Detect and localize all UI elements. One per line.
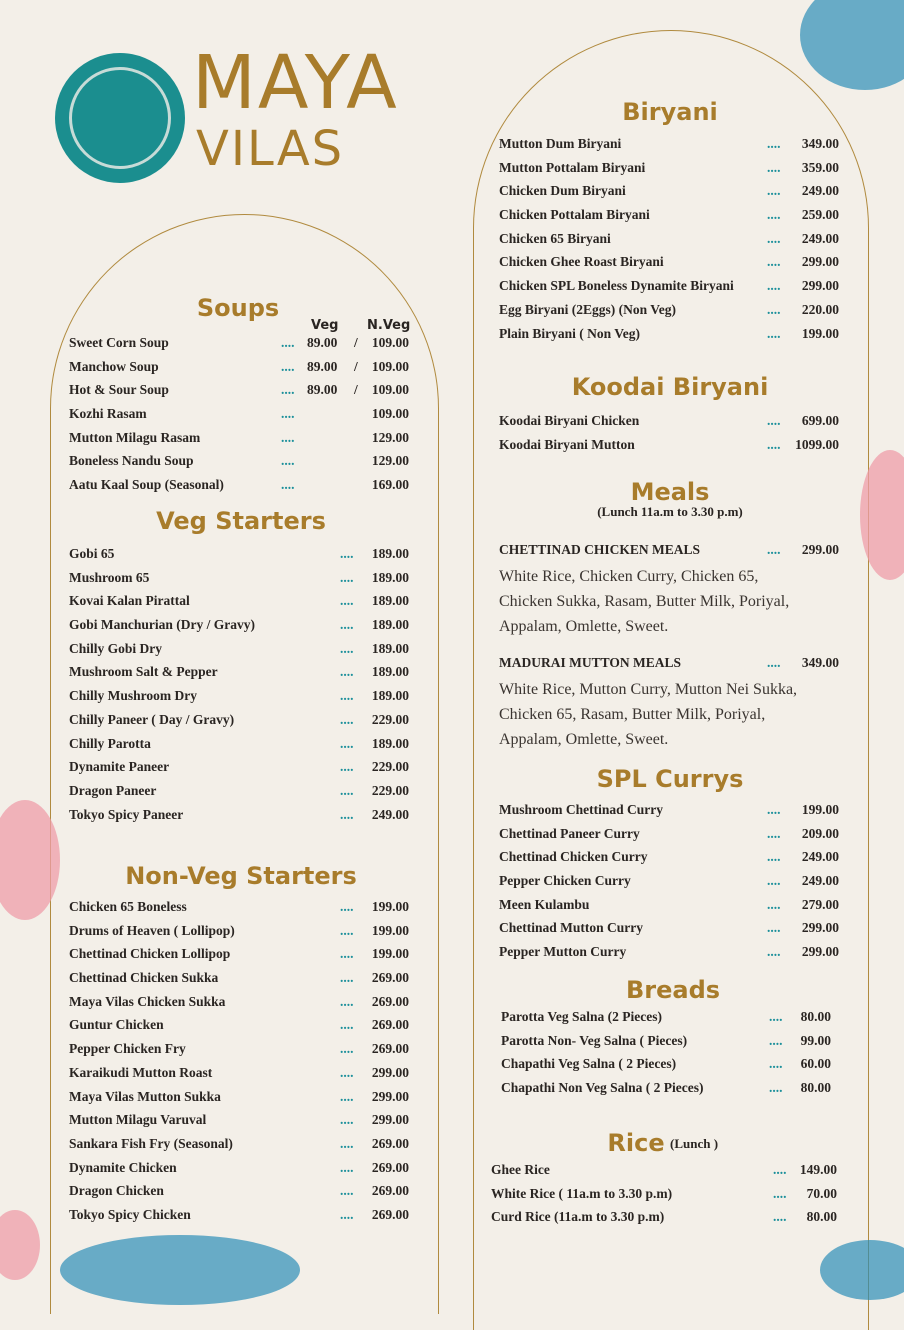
menu-item — [69, 664, 409, 688]
item-price: 189.00 — [371, 640, 409, 656]
dot-leader: .... — [340, 593, 354, 609]
dot-leader: .... — [767, 254, 781, 270]
dot-leader: .... — [340, 688, 354, 704]
item-price: 249.00 — [801, 849, 839, 865]
item-name: Karaikudi Mutton Roast — [69, 1064, 213, 1080]
meal-price: 349.00 — [801, 655, 839, 670]
menu-item — [69, 712, 409, 736]
menu-item — [69, 359, 409, 383]
item-price: 60.00 — [800, 1056, 831, 1072]
dot-leader: .... — [769, 1032, 783, 1048]
item-name: Sankara Fish Fry (Seasonal) — [69, 1135, 233, 1151]
item-price: 269.00 — [371, 1159, 409, 1175]
dot-leader: .... — [767, 436, 781, 452]
item-name: Pepper Chicken Curry — [499, 873, 631, 889]
dot-leader: .... — [767, 207, 781, 223]
item-price: 169.00 — [371, 477, 409, 493]
section-title-spl-currys: SPL Currys — [596, 765, 744, 793]
brand-name-bottom: VILAS — [196, 121, 345, 177]
item-price: 249.00 — [801, 230, 839, 246]
dot-leader: .... — [340, 664, 354, 680]
item-name: Aatu Kaal Soup (Seasonal) — [69, 477, 224, 493]
rice-list — [491, 1162, 837, 1233]
column-header-nonveg: N.Veg — [367, 318, 411, 333]
item-name: Maya Vilas Chicken Sukka — [69, 993, 226, 1009]
dot-leader: .... — [281, 477, 295, 493]
item-name: Meen Kulambu — [499, 896, 590, 912]
dot-leader: .... — [281, 382, 295, 398]
dot-leader: .... — [767, 542, 781, 557]
item-name: Sweet Corn Soup — [69, 335, 169, 350]
veg-price: 89.00 — [307, 335, 338, 350]
item-price: 199.00 — [801, 325, 839, 341]
menu-item — [69, 923, 409, 947]
meals-timing: (Lunch 11a.m to 3.30 p.m) — [597, 504, 743, 519]
item-name: Maya Vilas Mutton Sukka — [69, 1088, 221, 1104]
item-name: Chilly Mushroom Dry — [69, 688, 198, 704]
menu-item — [499, 183, 839, 207]
item-price: 199.00 — [801, 802, 839, 817]
menu-item — [499, 437, 839, 461]
item-price: 299.00 — [801, 254, 839, 270]
item-name: Drums of Heaven ( Lollipop) — [69, 922, 235, 938]
item-name: Chilly Paneer ( Day / Gravy) — [69, 711, 235, 727]
menu-item — [69, 546, 409, 570]
dot-leader: .... — [340, 993, 354, 1009]
section-title-nonveg-starters: Non-Veg Starters — [125, 862, 357, 890]
dot-leader: .... — [340, 1183, 354, 1199]
item-name: Mushroom Chettinad Curry — [499, 802, 664, 817]
peacock-feather-decoration — [60, 1235, 300, 1305]
item-price: 349.00 — [801, 136, 839, 151]
item-name: Dragon Chicken — [69, 1183, 164, 1199]
item-price: 199.00 — [371, 922, 409, 938]
item-name: Koodai Biryani Mutton — [499, 436, 635, 452]
menu-item — [499, 849, 839, 873]
dot-leader: .... — [767, 278, 781, 294]
menu-item — [69, 1041, 409, 1065]
item-name: Hot & Sour Soup — [69, 382, 169, 398]
dot-leader: .... — [281, 453, 295, 469]
veg-price: 89.00 — [307, 382, 338, 398]
item-name: Chettinad Chicken Curry — [499, 849, 648, 865]
item-price: 269.00 — [371, 1183, 409, 1199]
dot-leader: .... — [340, 1064, 354, 1080]
menu-item — [69, 406, 409, 430]
menu-item — [69, 1160, 409, 1184]
dot-leader: .... — [281, 406, 295, 422]
meal-item — [499, 542, 839, 566]
menu-item — [69, 335, 409, 359]
item-name: Tokyo Spicy Chicken — [69, 1206, 191, 1222]
menu-item — [69, 1065, 409, 1089]
item-price: 109.00 — [371, 358, 409, 374]
item-price: 199.00 — [371, 946, 409, 962]
item-price: 109.00 — [371, 335, 409, 350]
menu-item — [499, 231, 839, 255]
dot-leader: .... — [340, 759, 354, 775]
item-price: 109.00 — [371, 382, 409, 398]
menu-item — [69, 477, 409, 501]
item-name: Chicken Dum Biryani — [499, 183, 626, 199]
menu-item — [69, 641, 409, 665]
item-name: Chapathi Non Veg Salna ( 2 Pieces) — [501, 1080, 704, 1096]
dot-leader: .... — [767, 849, 781, 865]
item-name: Guntur Chicken — [69, 1017, 164, 1033]
dot-leader: .... — [281, 358, 295, 374]
menu-item — [501, 1080, 831, 1104]
item-price: 259.00 — [801, 207, 839, 223]
menu-item — [69, 1136, 409, 1160]
dot-leader: .... — [340, 711, 354, 727]
dot-leader: .... — [767, 896, 781, 912]
item-price: 269.00 — [371, 1206, 409, 1222]
item-price: 269.00 — [371, 1041, 409, 1057]
menu-item — [491, 1162, 837, 1186]
item-price: 249.00 — [371, 806, 409, 822]
item-price: 189.00 — [371, 569, 409, 585]
dot-leader: .... — [767, 136, 781, 151]
item-name: Mutton Milagu Rasam — [69, 429, 201, 445]
dot-leader: .... — [773, 1209, 787, 1225]
menu-item — [499, 802, 839, 826]
dot-leader: .... — [340, 546, 354, 561]
item-name: Dragon Paneer — [69, 782, 157, 798]
item-name: Tokyo Spicy Paneer — [69, 806, 184, 822]
item-price: 249.00 — [801, 873, 839, 889]
item-price: 189.00 — [371, 617, 409, 633]
item-price: 109.00 — [371, 406, 409, 422]
menu-item — [499, 873, 839, 897]
menu-item — [69, 899, 409, 923]
meal-price: 299.00 — [801, 542, 839, 557]
item-price: 1099.00 — [795, 436, 839, 452]
item-price: 229.00 — [371, 711, 409, 727]
menu-item — [69, 570, 409, 594]
item-price: 70.00 — [806, 1185, 837, 1201]
item-price: 129.00 — [371, 429, 409, 445]
menu-item — [69, 970, 409, 994]
item-name: Mutton Milagu Varuval — [69, 1112, 207, 1128]
menu-item — [499, 278, 839, 302]
item-price: 189.00 — [371, 593, 409, 609]
menu-item — [499, 920, 839, 944]
item-name: Boneless Nandu Soup — [69, 453, 194, 469]
dot-leader: .... — [767, 325, 781, 341]
menu-item — [69, 1017, 409, 1041]
item-price: 299.00 — [371, 1064, 409, 1080]
dot-leader: .... — [767, 230, 781, 246]
item-name: Chettinad Paneer Curry — [499, 825, 640, 841]
item-name: Dynamite Paneer — [69, 759, 170, 775]
menu-item — [69, 593, 409, 617]
dot-leader: .... — [340, 899, 354, 914]
dot-leader: .... — [340, 640, 354, 656]
item-name: Chilly Parotta — [69, 735, 151, 751]
biryani-list — [499, 136, 839, 349]
item-price: 149.00 — [799, 1162, 837, 1177]
menu-item — [69, 736, 409, 760]
item-price: 229.00 — [371, 782, 409, 798]
section-title-biryani: Biryani — [622, 98, 718, 126]
item-name: Mutton Pottalam Biryani — [499, 159, 646, 175]
item-name: Parotta Non- Veg Salna ( Pieces) — [501, 1032, 688, 1048]
item-name: Curd Rice (11a.m to 3.30 p.m) — [491, 1209, 665, 1225]
item-name: Chilly Gobi Dry — [69, 640, 163, 656]
item-price: 249.00 — [801, 183, 839, 199]
meal-item — [499, 655, 839, 679]
menu-item — [499, 160, 839, 184]
item-price: 80.00 — [800, 1080, 831, 1096]
lotus-flower-decoration — [0, 1210, 40, 1280]
item-name: Chicken Ghee Roast Biryani — [499, 254, 664, 270]
menu-item — [69, 807, 409, 831]
dot-leader: .... — [340, 970, 354, 986]
item-price: 299.00 — [371, 1088, 409, 1104]
dot-leader: .... — [340, 569, 354, 585]
menu-item — [69, 1183, 409, 1207]
section-title-soups: Soups — [196, 294, 280, 322]
item-name: Chettinad Mutton Curry — [499, 920, 643, 936]
item-price: 299.00 — [801, 944, 839, 960]
item-name: Mushroom Salt & Pepper — [69, 664, 218, 680]
menu-item — [69, 382, 409, 406]
menu-item — [499, 326, 839, 350]
item-price: 129.00 — [371, 453, 409, 469]
item-name: Gobi 65 — [69, 546, 115, 561]
price-separator: / — [354, 382, 358, 398]
item-price: 359.00 — [801, 159, 839, 175]
dot-leader: .... — [773, 1162, 787, 1177]
item-name: Chicken Pottalam Biryani — [499, 207, 650, 223]
menu-item — [501, 1056, 831, 1080]
item-price: 189.00 — [371, 688, 409, 704]
item-name: Chapathi Veg Salna ( 2 Pieces) — [501, 1056, 677, 1072]
item-name: Dynamite Chicken — [69, 1159, 177, 1175]
menu-item — [499, 302, 839, 326]
dot-leader: .... — [767, 183, 781, 199]
menu-item — [69, 1207, 409, 1231]
dot-leader: .... — [340, 1088, 354, 1104]
dot-leader: .... — [340, 1112, 354, 1128]
menu-item — [499, 413, 839, 437]
section-title-rice: Rice — [607, 1129, 665, 1157]
item-price: 299.00 — [801, 278, 839, 294]
item-name: Plain Biryani ( Non Veg) — [499, 325, 641, 341]
dot-leader: .... — [340, 1135, 354, 1151]
soups-list — [69, 335, 409, 501]
dot-leader: .... — [767, 873, 781, 889]
nonveg-starters-list — [69, 899, 409, 1231]
spl-currys-list — [499, 802, 839, 968]
item-price: 269.00 — [371, 1135, 409, 1151]
dot-leader: .... — [767, 802, 781, 817]
dot-leader: .... — [340, 1159, 354, 1175]
meal-description: White Rice, Mutton Curry, Mutton Nei Sukka, Chicken 65, Rasam, Butter Milk, Poriyal, Appalam, Omlette, Sweet. — [499, 681, 798, 748]
item-price: 189.00 — [371, 546, 409, 561]
item-price: 229.00 — [371, 759, 409, 775]
item-price: 80.00 — [806, 1209, 837, 1225]
dot-leader: .... — [340, 922, 354, 938]
section-title-breads: Breads — [625, 976, 721, 1004]
meal-name: MADURAI MUTTON MEALS — [499, 655, 682, 670]
dot-leader: .... — [767, 301, 781, 317]
item-price: 269.00 — [371, 1017, 409, 1033]
item-price: 269.00 — [371, 993, 409, 1009]
item-price: 189.00 — [371, 735, 409, 751]
dot-leader: .... — [769, 1009, 783, 1024]
item-name: Kovai Kalan Pirattal — [69, 593, 190, 609]
menu-item — [499, 136, 839, 160]
item-price: 269.00 — [371, 970, 409, 986]
dot-leader: .... — [340, 1041, 354, 1057]
dot-leader: .... — [769, 1056, 783, 1072]
menu-item — [499, 944, 839, 968]
item-name: Mushroom 65 — [69, 569, 150, 585]
meal-name: CHETTINAD CHICKEN MEALS — [499, 542, 701, 557]
item-name: Gobi Manchurian (Dry / Gravy) — [69, 617, 255, 633]
dot-leader: .... — [767, 944, 781, 960]
menu-item — [499, 254, 839, 278]
item-price: 279.00 — [801, 896, 839, 912]
dot-leader: .... — [767, 920, 781, 936]
item-price: 299.00 — [801, 920, 839, 936]
item-price: 80.00 — [800, 1009, 831, 1024]
veg-price: 89.00 — [307, 358, 338, 374]
menu-item — [69, 430, 409, 454]
column-header-veg: Veg — [311, 318, 339, 333]
item-name: Mutton Dum Biryani — [499, 136, 622, 151]
section-title-koodai-biryani: Koodai Biryani — [571, 373, 769, 401]
item-name: Chicken SPL Boneless Dynamite Biryani — [499, 278, 734, 294]
menu-item — [69, 994, 409, 1018]
dot-leader: .... — [767, 413, 781, 428]
dot-leader: .... — [769, 1080, 783, 1096]
item-name: Manchow Soup — [69, 358, 159, 374]
dot-leader: .... — [340, 946, 354, 962]
dot-leader: .... — [340, 782, 354, 798]
dot-leader: .... — [281, 335, 295, 350]
item-price: 299.00 — [371, 1112, 409, 1128]
item-name: Pepper Mutton Curry — [499, 944, 627, 960]
item-price: 209.00 — [801, 825, 839, 841]
dot-leader: .... — [340, 735, 354, 751]
item-name: White Rice ( 11a.m to 3.30 p.m) — [491, 1185, 673, 1201]
menu-item — [491, 1186, 837, 1210]
menu-item — [69, 759, 409, 783]
menu-item — [69, 946, 409, 970]
menu-item — [69, 688, 409, 712]
item-price: 199.00 — [371, 899, 409, 914]
item-name: Pepper Chicken Fry — [69, 1041, 186, 1057]
meal-description: White Rice, Chicken Curry, Chicken 65, Chicken Sukka, Rasam, Butter Milk, Poriyal, Appalam, Omlette, Sweet. — [499, 568, 790, 635]
dot-leader: .... — [340, 1206, 354, 1222]
section-title-meals: Meals — [630, 478, 710, 506]
item-price: 220.00 — [801, 301, 839, 317]
peacock-logo-icon — [55, 53, 185, 183]
menu-item — [69, 1089, 409, 1113]
peacock-feather-decoration — [800, 0, 904, 90]
dot-leader: .... — [767, 159, 781, 175]
koodai-biryani-list — [499, 413, 839, 460]
price-separator: / — [354, 335, 358, 350]
dot-leader: .... — [767, 655, 781, 670]
menu-item — [491, 1209, 837, 1233]
dot-leader: .... — [281, 429, 295, 445]
menu-item — [69, 453, 409, 477]
menu-item — [69, 783, 409, 807]
menu-item — [501, 1009, 831, 1033]
item-price: 189.00 — [371, 664, 409, 680]
menu-item — [69, 617, 409, 641]
menu-item — [499, 207, 839, 231]
breads-list — [501, 1009, 831, 1104]
item-name: Chicken 65 Boneless — [69, 899, 187, 914]
item-name: Egg Biryani (2Eggs) (Non Veg) — [499, 301, 677, 317]
menu-item — [69, 1112, 409, 1136]
menu-item — [499, 897, 839, 921]
item-name: Chettinad Chicken Sukka — [69, 970, 219, 986]
item-name: Chettinad Chicken Lollipop — [69, 946, 231, 962]
menu-item — [499, 826, 839, 850]
dot-leader: .... — [340, 617, 354, 633]
brand-name-top: MAYA — [192, 40, 399, 126]
item-name: Ghee Rice — [491, 1162, 550, 1177]
section-title-veg-starters: Veg Starters — [156, 507, 326, 535]
price-separator: / — [354, 358, 358, 374]
dot-leader: .... — [773, 1185, 787, 1201]
item-name: Kozhi Rasam — [69, 406, 147, 422]
dot-leader: .... — [767, 825, 781, 841]
rice-subtitle: (Lunch ) — [670, 1136, 719, 1151]
item-name: Koodai Biryani Chicken — [499, 413, 640, 428]
item-price: 99.00 — [800, 1032, 831, 1048]
item-name: Parotta Veg Salna (2 Pieces) — [501, 1009, 662, 1024]
item-price: 699.00 — [801, 413, 839, 428]
veg-starters-list — [69, 546, 409, 830]
dot-leader: .... — [340, 806, 354, 822]
menu-item — [501, 1033, 831, 1057]
item-name: Chicken 65 Biryani — [499, 230, 611, 246]
dot-leader: .... — [340, 1017, 354, 1033]
